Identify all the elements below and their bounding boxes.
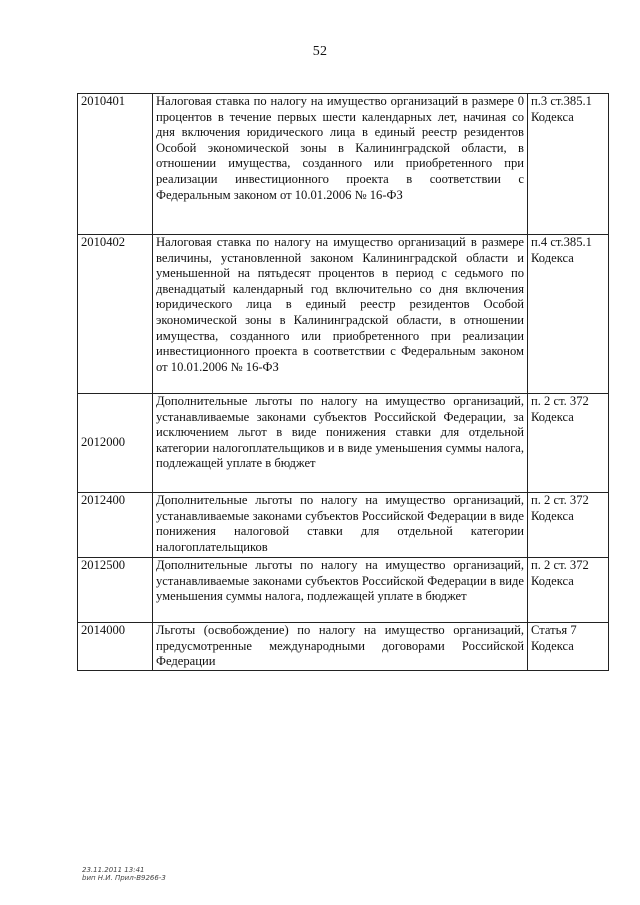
description-cell: Дополнительные льготы по налогу на имущество организаций, устанавливаемые законами субъектов Российской Федерации, за исключением льгот в виде понижения ставки для отдельной категории налогоплательщиков и в виде уменьшения суммы налога, подлежащей уплате в бюджет <box>153 394 528 493</box>
code-cell: 2012500 <box>78 558 153 623</box>
table-row <box>78 493 609 558</box>
table-row <box>78 623 609 671</box>
reference-cell: п.3 ст.385.1 Кодекса <box>528 94 609 235</box>
footer-document-id: bип Н.И. Прил-В9266-3 <box>82 874 166 882</box>
table-row <box>78 235 609 394</box>
table-row <box>78 94 609 235</box>
table-row <box>78 394 609 493</box>
page-number: 52 <box>312 44 328 59</box>
reference-cell: п. 2 ст. 372 Кодекса <box>528 558 609 623</box>
reference-cell: п. 2 ст. 372 Кодекса <box>528 493 609 558</box>
description-cell: Налоговая ставка по налогу на имущество организаций в размере величины, установленной законом Калининградской области и уменьшенной на пятьдесят процентов в период с седьмого по двенадцатый календарный год включительно со дня включения юридического лица в единый реестр резидентов Особой экономической зоны в Калининградской области, в отношении имущества, созданного или приобретенного при реализации инвестиционного проекта в соответствии с Федеральным законом от 10.01.2006 № 16-ФЗ <box>153 235 528 394</box>
table-row <box>78 558 609 623</box>
code-cell: 2010401 <box>78 94 153 235</box>
description-cell: Дополнительные льготы по налогу на имущество организаций, устанавливаемые законами субъектов Российской Федерации в виде уменьшения суммы налога, подлежащей уплате в бюджет <box>153 558 528 623</box>
benefit-codes-table <box>77 93 609 671</box>
footer-timestamp: 23.11.2011 13:41 <box>82 866 145 874</box>
document-stamp-footer <box>82 866 166 882</box>
code-cell: 2014000 <box>78 623 153 671</box>
description-cell: Льготы (освобождение) по налогу на имущество организаций, предусмотренные международными договорами Российской Федерации <box>153 623 528 671</box>
reference-cell: п.4 ст.385.1 Кодекса <box>528 235 609 394</box>
reference-cell: Статья 7 Кодекса <box>528 623 609 671</box>
reference-cell: п. 2 ст. 372 Кодекса <box>528 394 609 493</box>
code-cell: 2012400 <box>78 493 153 558</box>
description-cell: Налоговая ставка по налогу на имущество организаций в размере 0 процентов в течение первых шести календарных лет, начиная со дня включения юридического лица в единый реестр резидентов Особой экономической зоны в Калининградской области, в отношении имущества, созданного или приобретенного при реализации инвестиционного проекта в соответствии с Федеральным законом от 10.01.2006 № 16-ФЗ <box>153 94 528 235</box>
description-cell: Дополнительные льготы по налогу на имущество организаций, устанавливаемые законами субъектов Российской Федерации в виде понижения налоговой ставки для отдельной категории налогоплательщиков <box>153 493 528 558</box>
code-cell: 2012000 <box>78 394 153 493</box>
code-cell: 2010402 <box>78 235 153 394</box>
